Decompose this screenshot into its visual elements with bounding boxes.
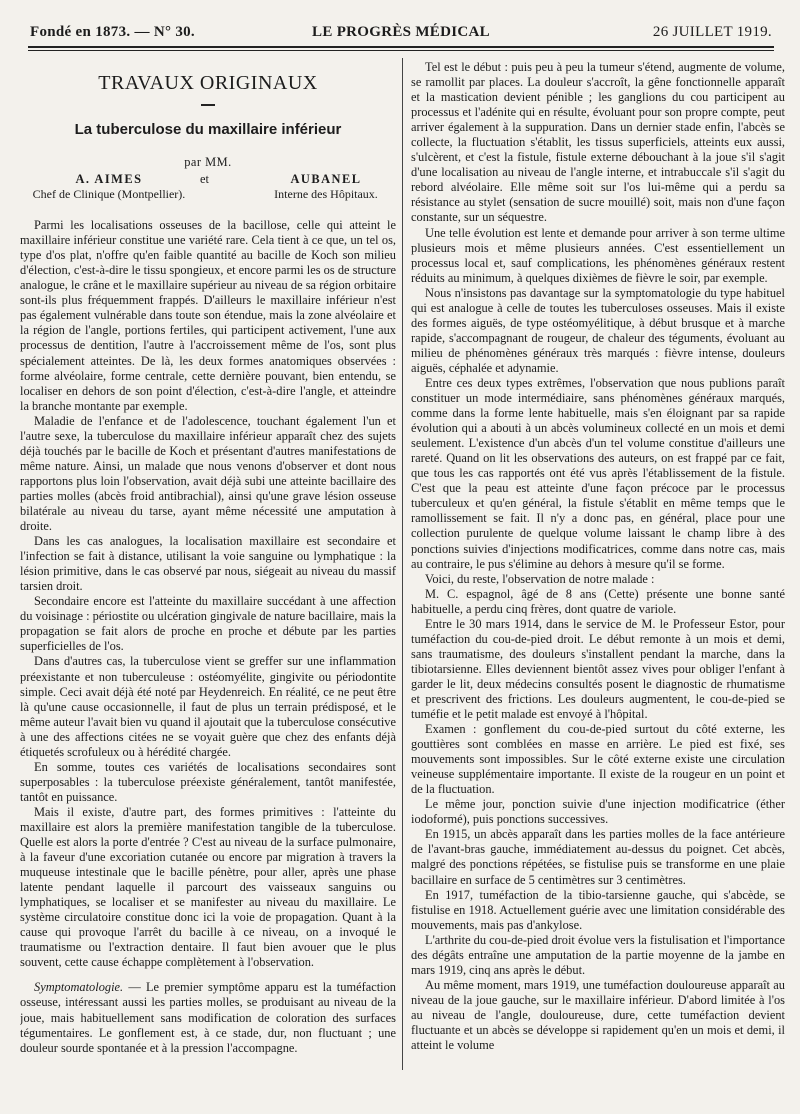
paragraph: Examen : gonflement du cou-de-pied surtout du côté externe, les gouttières sont comblées en masse en arrière. Le pied est fixé, ses mouvements sont impossibles. Sur le côté externe existe une circulation veineuse supplémentaire importante. Il existe de la rougeur en un point et de la fluctuation.	[411, 722, 785, 797]
author-2	[256, 172, 396, 202]
paragraph: Tel est le début : puis peu à peu la tumeur s'étend, augmente de volume, se ramollit par places. La douleur s'accroît, la gêne fonctionnelle apparaît et la mastication devient pénible ; les ganglions du cou participent au processus et l'adénite qui en résulte, évoluant pour son propre compte, peut arriver également à la suppuration. Dans un dernier stade enfin, l'abcès se collecte, la fluctuation s'établit, les tissus superficiels, atteints eux aussi, s'ulcèrent, et c'est la fistule, fistule externe débouchant à la joue s'il s'agit d'une localisation au niveau de l'angle interne, et intrabuccale s'il s'agit du rebord alvéolaire. Elle même soit sur l'os lui-même qui a perdu sa résistance au stylet (sensation de sucre mouillé) soit, mais non d'une façon constante, sur un séquestre.	[411, 60, 785, 225]
paragraph: Nous n'insistons pas davantage sur la symptomatologie du type habituel qui est analogue à celle de toutes les tuberculoses osseuses. Mais il existe des formes aiguës, de type ostéomyélitique, à début brusque et à marche rapide, s'accompagnant de rougeur, de chaleur des téguments, évoluant au milieu de phénomènes généraux très marqués : fièvre intense, douleurs aiguës, céphalée et adynamie.	[411, 285, 785, 375]
symptomatology-text: — Le premier symptôme apparu est la tuméfaction osseuse, intéressant aussi les parties molles, se produisant au niveau de la joue, mais habituellement sans modification de coloration des surfaces tégumentaires. Le gonflement est, à ce stade, dur, non fluctuant ; une douleur sourde spontanée et à la pression l'accompagne.	[20, 980, 396, 1055]
paragraph: L'arthrite du cou-de-pied droit évolue vers la fistulisation et l'importance des dégâts entraîne une amputation de la partie moyenne de la jambe en mars 1919, cinq ans après le début.	[411, 932, 785, 977]
paragraph: Entre ces deux types extrêmes, l'observation que nous publions paraît constituer un mode intermédiaire, sans phénomènes généraux marqués, comme dans la forme lente habituelle, mais s'en éloignant par sa rapide évolution qui a abouti à un abcès volumineux collecté en un mois et demi seulement. L'existence d'un abcès d'un tel volume constitue d'ailleurs une rareté. Quand on lit les observations des auteurs, on est frappé par ce fait, que tous les cas rapportés ont été vus après l'établissement de la fistule. C'est que la peau est atteinte d'une façon précoce par le processus tuberculeux et qu'en général, la fistule s'établit en même temps que le ramollissement se fait. Il n'y a donc pas, en général, place pour une collection purulente de quelque volume laissant le champ libre à des ponctions suivies d'injections modificatrices, comme dans notre cas, mais au contraire, le pus s'élimine au dehors à mesure qu'il se forme.	[411, 375, 785, 571]
left-column	[20, 60, 396, 1074]
paragraph: Dans les cas analogues, la localisation maxillaire est secondaire et l'infection se fait à distance, utilisant la voie sanguine ou lymphatique : la lésion primitive, dans le cas observé par nous, siégeait au niveau du massif tarsien droit.	[20, 534, 396, 594]
symptomatology-heading: Symptomatologie.	[34, 980, 124, 995]
paragraph: Secondaire encore est l'atteinte du maxillaire succédant à une affection du voisinage : périostite ou ulcération gingivale de nature bacillaire, mais la propagation se fait alors de proche en proche et débute par les parties superficielles de l'os.	[20, 594, 396, 654]
paragraph: M. C. espagnol, âgé de 8 ans (Cette) présente une bonne santé habituelle, a perdu cinq frères, dont quatre de variole.	[411, 586, 785, 616]
author-2-role: Interne des Hôpitaux.	[274, 187, 378, 202]
header-journal-title: LE PROGRÈS MÉDICAL	[312, 24, 490, 40]
header-rule-thick	[28, 46, 774, 48]
author-1-name: A. AIMES	[75, 172, 143, 187]
paragraph: Maladie de l'enfance et de l'adolescence, touchant également l'un et l'autre sexe, la tuberculose du maxillaire inférieur apparaît chez des sujets déjà touchés par le bacille de Koch et présentant d'autres manifestations de même nature. Ainsi, un malade que nous venons d'observer et dont nous rapportons plus loin l'observation, avait déjà subi une atteinte bacillaire des parties molles (abcès froid antibrachial), ainsi qu'une grave lésion osseuse bilatérale au niveau du tarse, ayant même nécessité une amputation à droite.	[20, 413, 396, 534]
symptomatology-paragraph	[20, 980, 396, 1055]
paragraph: Parmi les localisations osseuses de la bacillose, celle qui atteint le maxillaire inférieur constitue une variété rare. Cela tient à ce que, un tel os, type d'os plat, n'offre qu'en faible quantité au bacille de Koch son milieu d'élection, c'est-à-dire le tissu spongieux, et encore parmi les os de structure analogue, le crâne et le maxillaire supérieur au niveau de sa région orbitaire sont-ils plus fréquemment frappés. D'ailleurs le maxillaire inférieur n'est pas également vulnérable dans toute son étendue, mais la zone alvéolaire et la région de l'angle, portions fertiles, qui participent activement, l'une aux processus de dentition, l'autre à l'accroissement même de l'os, sont plus spécialement atteintes. De là, les deux formes anatomiques observées : forme alvéolaire, forme centrale, cette dernière pouvant, bien entendu, se localiser en dehors de son point d'élection, c'est-à-dire l'angle, et atteindre la branche montante par exemple.	[20, 218, 396, 413]
paragraph: Entre le 30 mars 1914, dans le service de M. le Professeur Estor, pour tuméfaction du cou-de-pied droit. Le début remonte à un mois et demi, sans traumatisme, des douleurs s'installent pendant la marche, dans la tibiotarsienne. Elles deviennent bientôt assez vives pour obliger l'enfant à garder le lit, deux médecins consultés posent le diagnostic de rhumatisme et prescrivent des frictions. Les douleurs augmentent, le cou-de-pied se tuméfie et le petit malade est envoyé à l'hôpital.	[411, 616, 785, 722]
header-founded-issue: Fondé en 1873. — N° 30.	[30, 24, 195, 40]
paragraph: En somme, toutes ces variétés de localisations secondaires sont superposables : la tuberculose préexiste généralement, tantôt manifestée, tantôt en puissance.	[20, 759, 396, 804]
authors-block	[20, 172, 396, 204]
byline-par: par MM.	[184, 155, 232, 170]
paragraph: En 1917, tuméfaction de la tibio-tarsienne gauche, qui s'abcède, se fistulise en 1918. Actuellement guérie avec une limitation considérable des mouvements, mais pas d'ankylose.	[411, 887, 785, 932]
author-2-name: AUBANEL	[290, 172, 362, 187]
paragraph: Voici, du reste, l'observation de notre malade :	[425, 571, 655, 586]
article-title: La tuberculose du maxillaire inférieur	[74, 121, 342, 138]
title-dash	[201, 104, 215, 106]
author-1-role: Chef de Clinique (Montpellier).	[32, 187, 186, 202]
author-1	[24, 172, 194, 202]
authors-conjunction: et	[200, 172, 209, 187]
header-date: 26 JUILLET 1919.	[652, 24, 772, 40]
paragraph: Au même moment, mars 1919, une tuméfaction douloureuse apparaît au niveau de la joue gauche, sur le maxillaire inférieur. D'abord limitée à l'os au niveau de l'angle, douloureuse, dure, cette tuméfaction devient fluctuante et un abcès se développe si rapidement qu'en un mois et demi, il atteint le volume	[411, 977, 785, 1053]
paragraph: Mais il existe, d'autre part, des formes primitives : l'atteinte du maxillaire est alors la première manifestation tangible de la tuberculose. Quelle est alors la porte d'entrée ? C'est au niveau de la surface pulmonaire, à la faveur d'une excoriation cutanée ou encore par migration à travers la muqueuse intestinale que le bacille pénètre, pour aller, après une phase latente pendant laquelle il parcourt des vaisseaux sanguins ou lymphatiques, se localiser et se manifester au niveau du maxillaire. Le système circulatoire constitue donc ici la voie de propagation. Quant à la cause qui provoque l'arrêt du bacille à ce niveau, on a invoqué le traumatisme ou l'extraction dentaire. Il faut bien avouer que le plus souvent, cette cause échappe complètement à l'observation.	[20, 804, 396, 970]
right-column	[411, 60, 785, 1074]
header-rule-thin	[28, 50, 774, 51]
section-title: TRAVAUX ORIGINAUX	[98, 72, 318, 94]
paragraph: Une telle évolution est lente et demande pour arriver à son terme ultime plusieurs mois et même plusieurs années. C'est essentiellement un processus local et, sauf complications, les phénomènes généraux restent réduits au minimum, à quelques dixièmes de fièvre le soir, par exemple.	[411, 225, 785, 285]
paragraph: Dans d'autres cas, la tuberculose vient se greffer sur une inflammation préexistante et non tuberculeuse : ostéomyélite, gingivite ou périodontite simple. Ceci avait déjà été noté par Heydenreich. En réalité, ce ne peut être là qu'une cause occasionnelle, il faut de plus un terrain prédisposé, et le même auteur l'avait bien vu quand il ajoutait que la tuberculose consécutive à une des affections citées ne se voyait guère que chez des enfants déjà étiquetés scrofuleux ou à hérédité chargée.	[20, 654, 396, 759]
column-divider	[402, 58, 403, 1070]
running-header	[30, 24, 772, 46]
paragraph: En 1915, un abcès apparaît dans les parties molles de la face antérieure de l'avant-bras gauche, immédiatement au-dessus du poignet. Cet abcès, malgré des ponctions répétées, se fistulise puis se transforme en une plaie bacillaire en surface de 5 centimètres sur 3 centimètres.	[411, 827, 785, 887]
paragraph: Le même jour, ponction suivie d'une injection modificatrice (éther iodoformé), puis ponctions successives.	[411, 797, 785, 827]
